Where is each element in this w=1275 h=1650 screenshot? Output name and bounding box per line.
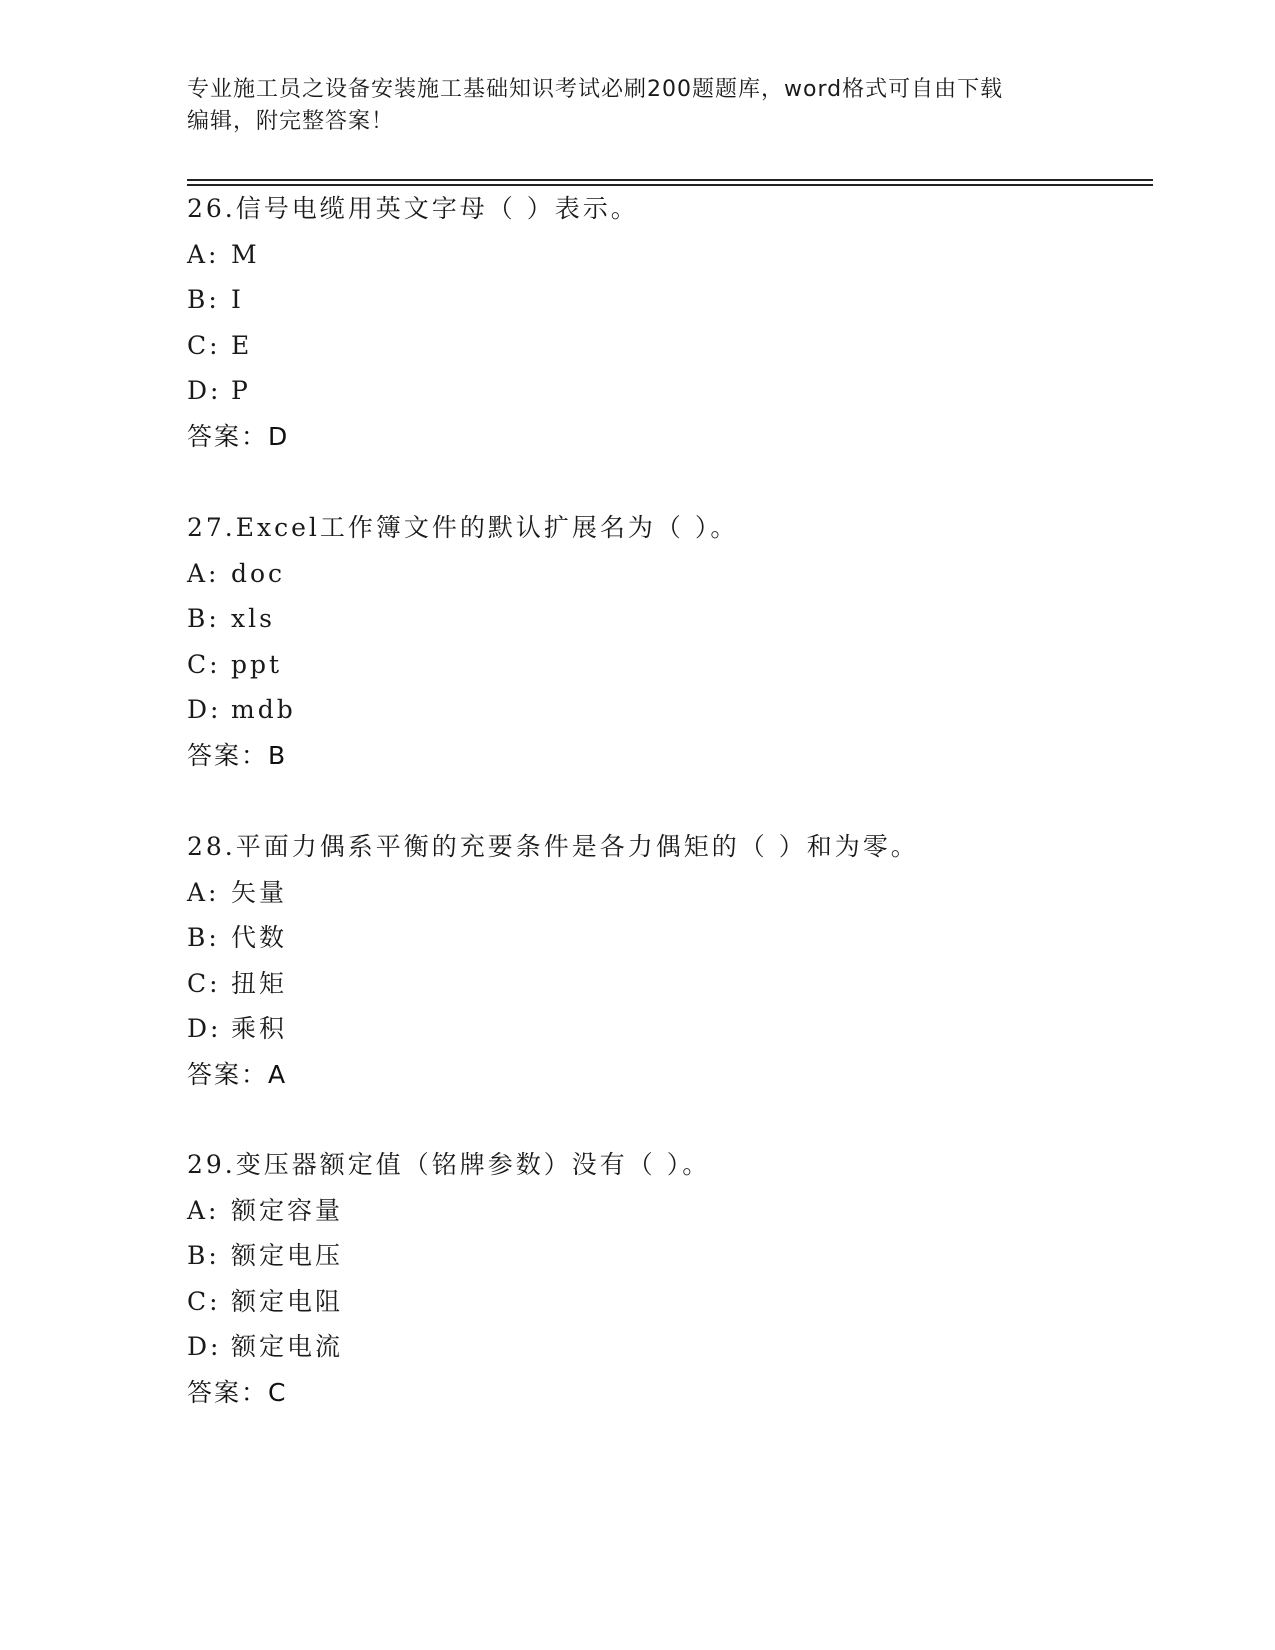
option-label: B: [187,285,220,314]
option-label: C: [187,330,221,360]
option-label: A: [187,877,220,907]
option-label: D: [187,376,222,405]
option-label: A: [187,1195,220,1225]
option-label: C: [187,968,221,998]
option-label: C: [187,1286,221,1316]
option-d [187,1324,1147,1370]
option-c [187,961,1147,1007]
option-text: mdb [231,695,296,724]
option-b [187,915,1147,961]
option-label: A: [187,558,220,588]
option-text: 扭矩 [231,968,288,998]
option-text: doc [231,558,286,588]
answer-line: 答案：C [187,1377,288,1407]
option-text: P [231,376,251,405]
question-stem: 26.信号电缆用英文字母（ ）表示。 [187,194,639,223]
option-a [187,551,1147,597]
option-text: 乘积 [231,1014,288,1043]
question-block [187,824,1147,1097]
option-label: D: [187,1014,222,1043]
option-a [187,232,1147,278]
option-text: 额定电阻 [231,1286,344,1316]
answer-line: 答案：B [187,740,288,770]
option-b [187,596,1147,642]
question-stem: 27.Excel工作簿文件的默认扩展名为（ ）。 [187,513,739,542]
option-text: 额定电压 [231,1241,344,1270]
option-text: 代数 [231,923,288,952]
option-b [187,277,1147,323]
option-label: D: [187,1332,222,1361]
option-label: B: [187,923,220,952]
option-text: 额定容量 [231,1195,344,1225]
option-text: xls [231,604,275,633]
option-a [187,870,1147,916]
option-text: ppt [231,649,283,679]
option-c [187,323,1147,369]
option-label: A: [187,239,220,269]
question-stem: 28.平面力偶系平衡的充要条件是各力偶矩的（ ）和为零。 [187,832,919,861]
option-c [187,642,1147,688]
option-text: 额定电流 [231,1332,344,1361]
option-d [187,1006,1147,1052]
option-a [187,1188,1147,1234]
option-label: D: [187,695,222,724]
header-line-2: 编辑，附完整答案！ [187,109,395,134]
option-text: I [231,285,244,314]
answer-line: 答案：A [187,1059,288,1089]
option-c [187,1279,1147,1325]
option-text: M [231,239,260,269]
header-divider-top [187,179,1153,181]
option-d [187,368,1147,414]
option-label: B: [187,1241,220,1270]
question-block [187,186,1147,459]
option-text: E [231,330,253,360]
option-label: B: [187,604,220,633]
option-d [187,687,1147,733]
option-b [187,1233,1147,1279]
question-block [187,1142,1147,1415]
header-line-1: 专业施工员之设备安装施工基础知识考试必刷200题题库，word格式可自由下载 [187,77,1004,102]
question-stem: 29.变压器额定值（铭牌参数）没有（ ）。 [187,1150,711,1179]
question-block [187,505,1147,778]
answer-line: 答案：D [187,421,290,451]
document-header [187,74,1067,138]
option-label: C: [187,649,221,679]
option-text: 矢量 [231,877,288,907]
